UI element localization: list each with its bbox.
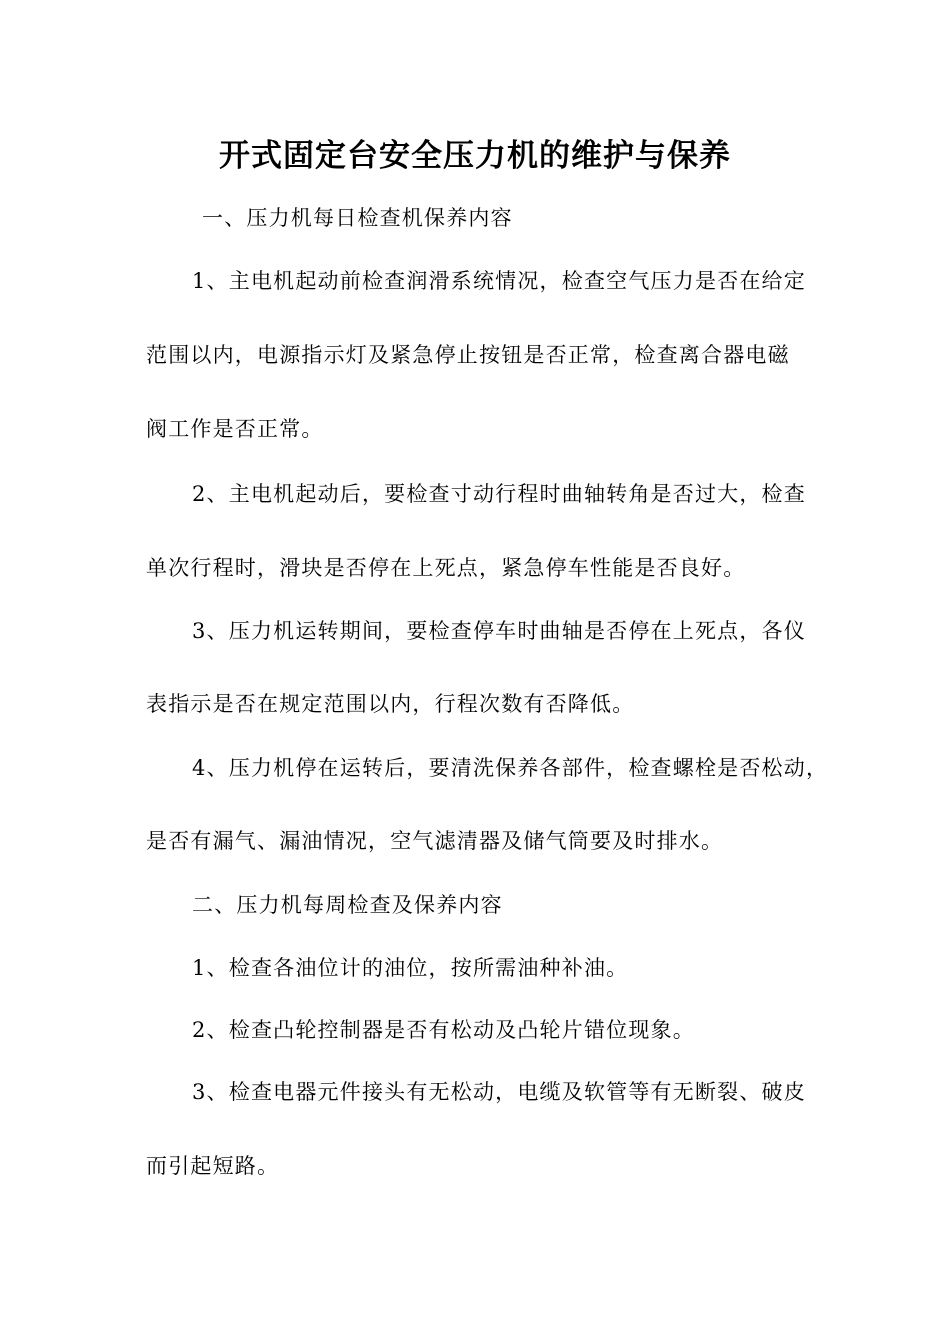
section1-item1-line2: 范围以内，电源指示灯及紧急停止按钮是否正常，检查离合器电磁 — [146, 343, 790, 367]
section2-item1-line1: 1、检查各油位计的油位，按所需油种补油。 — [192, 956, 629, 980]
section1-item3-line1: 3、压力机运转期间，要检查停车时曲轴是否停在上死点，各仪 — [192, 619, 806, 643]
document-title: 开式固定台安全压力机的维护与保养 — [219, 138, 731, 174]
section2-item3-line1: 3、检查电器元件接头有无松动，电缆及软管等有无断裂、破皮 — [192, 1080, 806, 1104]
section1-item4-line2: 是否有漏气、漏油情况，空气滤清器及储气筒要及时排水。 — [146, 829, 724, 853]
section1-item1-line1: 1、主电机起动前检查润滑系统情况，检查空气压力是否在给定 — [192, 269, 806, 293]
section1-item4-line1: 4、压力机停在运转后，要清洗保养各部件，检查螺栓是否松动， — [192, 756, 829, 780]
section1-item2-line2: 单次行程时，滑块是否停在上死点，紧急停车性能是否良好。 — [146, 556, 746, 580]
section2-heading: 二、压力机每周检查及保养内容 — [192, 893, 503, 917]
section1-item2-line1: 2、主电机起动后，要检查寸动行程时曲轴转角是否过大，检查 — [192, 482, 806, 506]
section1-heading: 一、压力机每日检查机保养内容 — [202, 206, 513, 230]
section1-item3-line2: 表指示是否在规定范围以内，行程次数有否降低。 — [146, 692, 635, 716]
section2-item2-line1: 2、检查凸轮控制器是否有松动及凸轮片错位现象。 — [192, 1018, 695, 1042]
section2-item3-line2: 而引起短路。 — [146, 1154, 280, 1178]
section1-item1-line3: 阀工作是否正常。 — [146, 417, 324, 441]
